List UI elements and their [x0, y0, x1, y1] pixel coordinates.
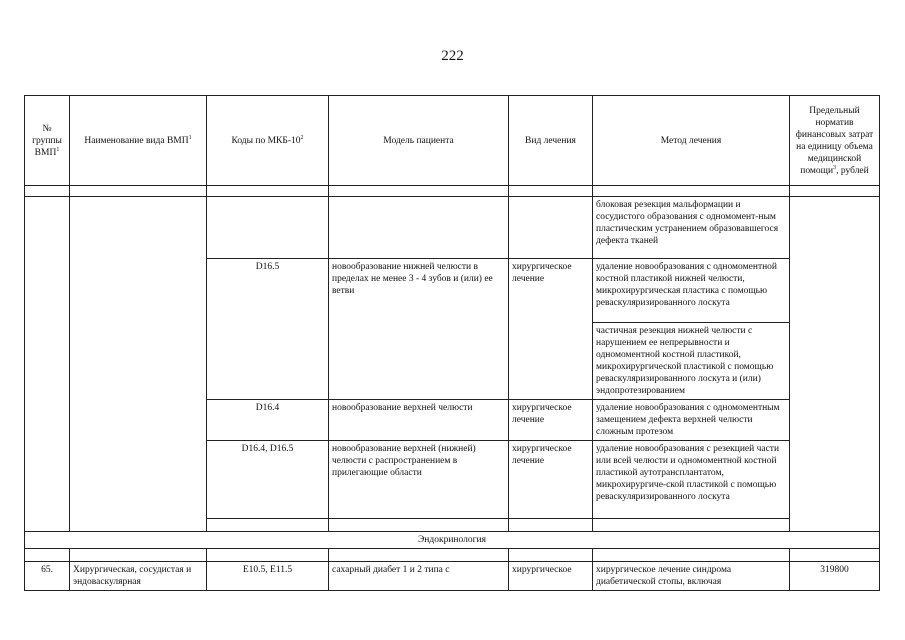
patient-model-cell: новообразование нижней челюсти в пределах не менее 3 - 4 зубов и (или) ее ветви [329, 259, 509, 400]
header-cost-norm: Предельный норматив финансовых затрат на единицу объема медицинской помощи$^3$, рублей [790, 96, 880, 186]
icd-code-cell: D16.4, D16.5 [207, 441, 329, 519]
header-icd-codes: Коды по МКБ-$10^2$ [207, 96, 329, 186]
treatment-type-cell: хирургическое лечение [509, 400, 593, 441]
treatment-type-cell: хирургическое лечение [509, 259, 593, 400]
treatment-type-cell [509, 197, 593, 259]
treatment-method-cell: блоковая резекция мальформации и сосудистого образования с одномомент-ным пластическим устранением образовавшегося дефекта тканей [593, 197, 790, 259]
treatment-method-cell: удаление новообразования с одномоментным замещением дефекта верхней челюсти сложным протезом [593, 400, 790, 441]
cost-cell: 319800 [790, 562, 880, 591]
patient-model-cell [329, 197, 509, 259]
page-number: 222 [441, 48, 464, 64]
header-treatment-method: Метод лечения [593, 96, 790, 186]
group-number-cell [25, 197, 70, 532]
treatment-type-cell: хирургическое лечение [509, 441, 593, 519]
icd-code-cell: D16.4 [207, 400, 329, 441]
vmp-name-cell [70, 197, 207, 532]
table-row [25, 197, 880, 259]
header-row [25, 96, 880, 186]
treatment-method-cell: частичная резекция нижней челюсти с нарушением ее непрерывности и одномоментной костной пластикой, микрохирургической пластикой с помощью реваскуляризированного лоскута и (или) эндопротезированием [593, 323, 790, 400]
patient-model-cell: новообразование верхней (нижней) челюсти с распространением в прилегающие области [329, 441, 509, 519]
icd-code-cell: D16.5 [207, 259, 329, 400]
treatment-type-cell: хирургическое [509, 562, 593, 591]
icd-code-cell [207, 197, 329, 259]
group-number-cell: 65. [25, 562, 70, 591]
header-treatment-type: Вид лечения [509, 96, 593, 186]
table-row [25, 562, 880, 591]
vmp-name-cell: Хирургическая, сосудистая и эндоваскулярная [70, 562, 207, 591]
section-title: Эндокринология [25, 532, 880, 549]
patient-model-cell: сахарный диабет 1 и 2 типа с [329, 562, 509, 591]
vmp-table [24, 95, 880, 591]
treatment-method-cell: хирургическое лечение синдрома диабетической стопы, включая [593, 562, 790, 591]
header-group-number: № группы ВМП$^1$ [25, 96, 70, 186]
patient-model-cell: новообразование верхней челюсти [329, 400, 509, 441]
treatment-method-cell: удаление новообразования с одномоментной костной пластикой нижней челюсти, микрохирургическая пластика с помощью реваскуляризированного лоскута [593, 259, 790, 323]
cost-cell [790, 197, 880, 532]
header-patient-model: Модель пациента [329, 96, 509, 186]
header-vmp-name: Наименование вида ВМП$^1$ [70, 96, 207, 186]
header-spacer-row [25, 186, 880, 197]
icd-code-cell: E10.5, E11.5 [207, 562, 329, 591]
section-row [25, 532, 880, 549]
treatment-method-cell: удаление новообразования с резекцией части или всей челюсти и одномоментной костной пластикой аутотрансплантатом, микрохирургиче-ской пластикой с помощью реваскуляризированного лоскута [593, 441, 790, 519]
section-spacer-row [25, 549, 880, 562]
